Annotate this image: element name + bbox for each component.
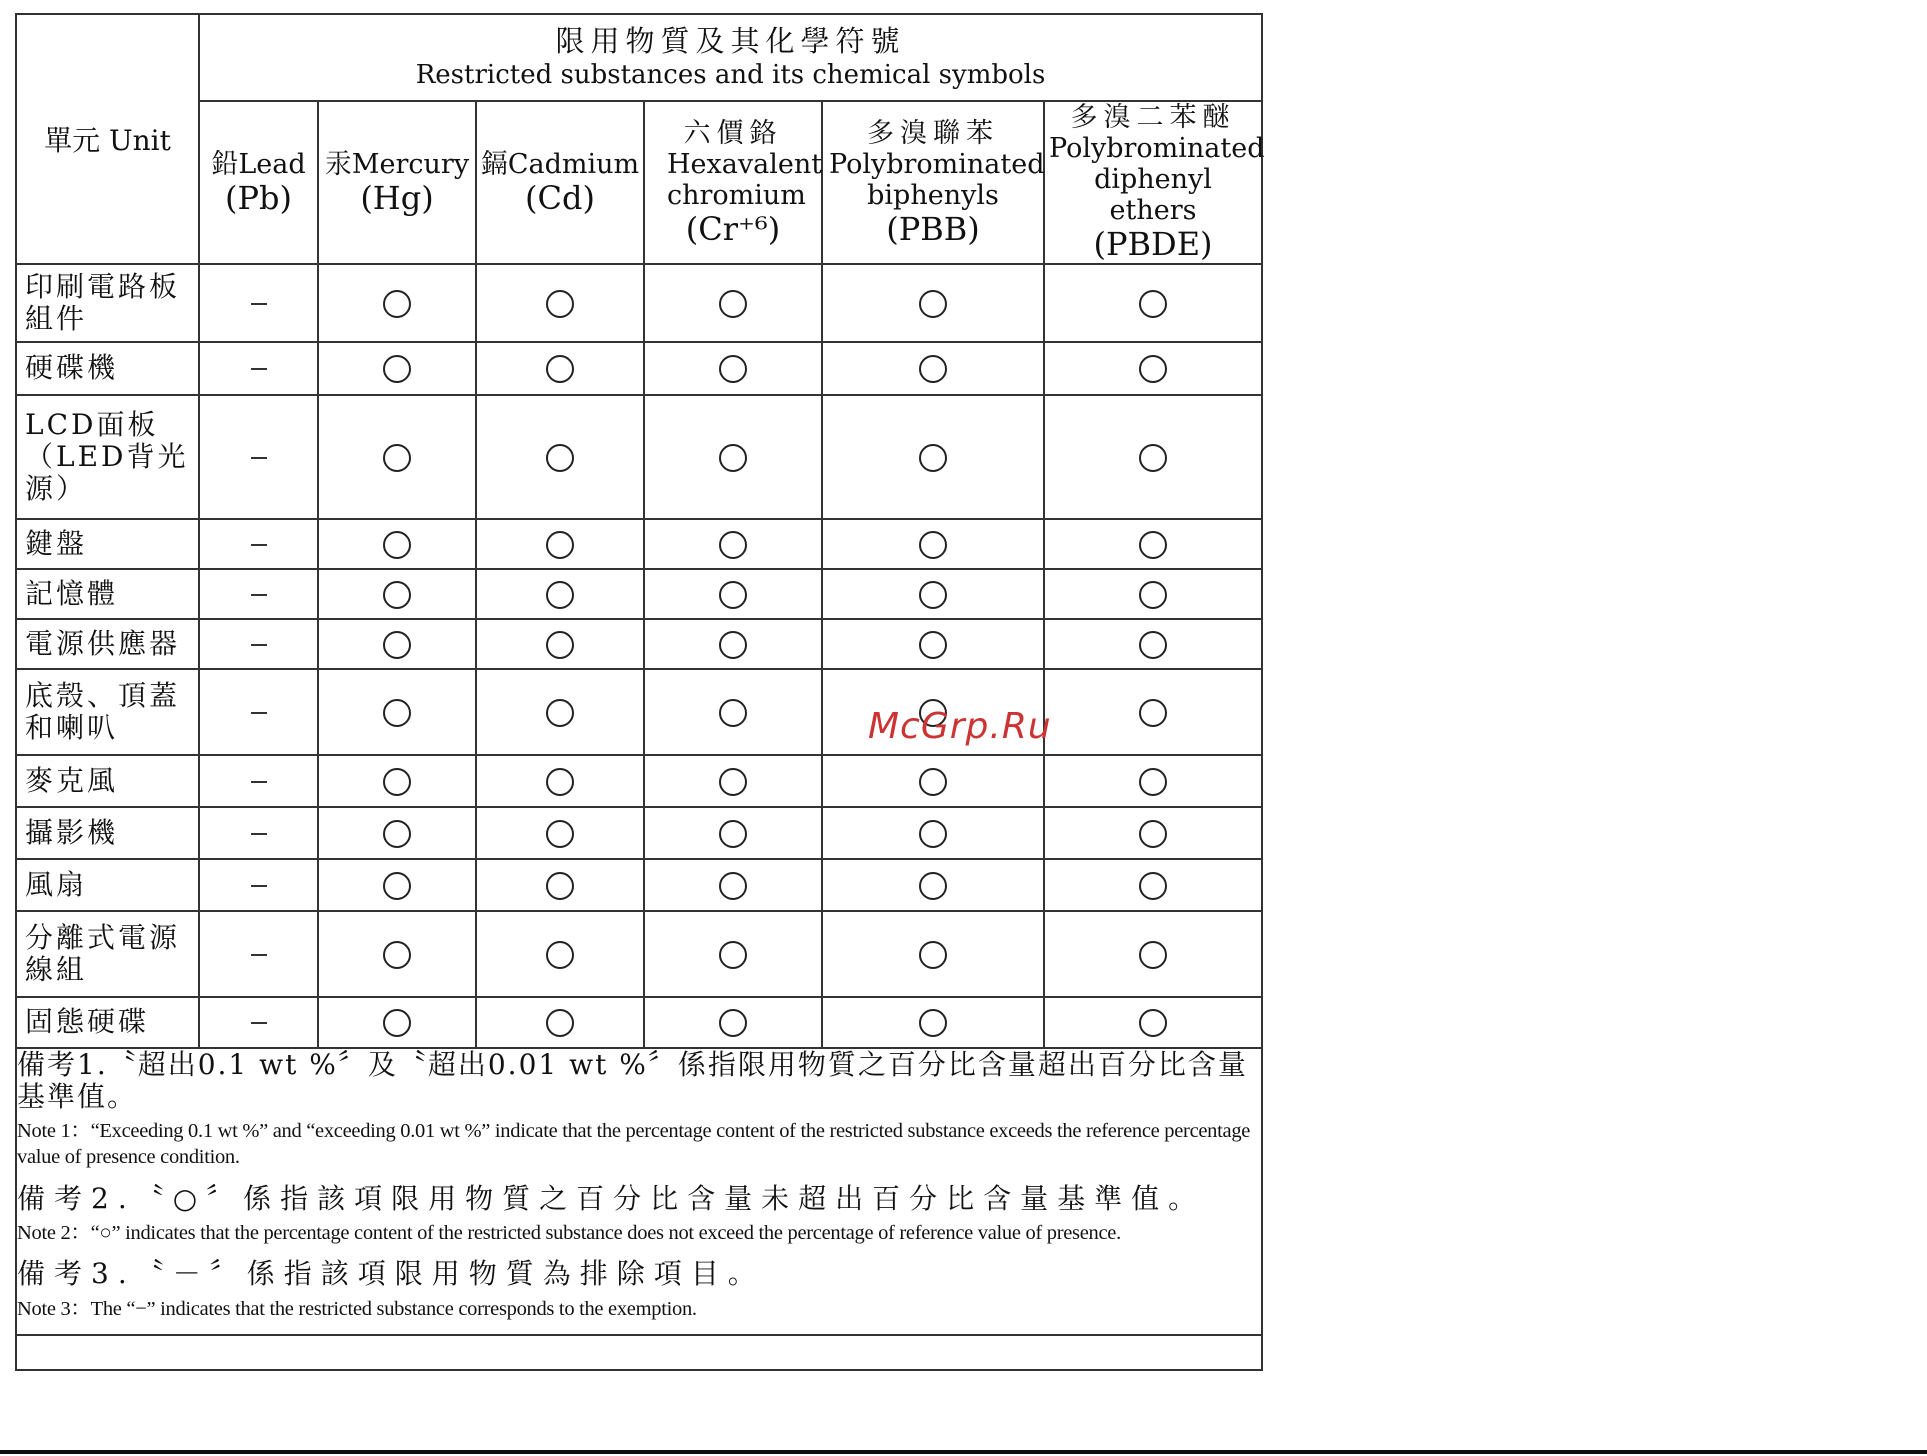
circle-mark-icon — [383, 1009, 411, 1037]
circle-mark-icon — [383, 444, 411, 472]
substance-mark-cell — [476, 669, 644, 755]
watermark: McGrp.Ru — [868, 706, 1052, 747]
circle-mark-icon — [1139, 290, 1167, 318]
substance-mark-cell — [1044, 911, 1261, 997]
circle-mark-icon — [1139, 768, 1167, 796]
substance-mark-cell — [644, 997, 822, 1048]
substance-mark-cell — [1044, 755, 1261, 807]
table-row — [17, 859, 1261, 911]
dash-mark-icon — [251, 954, 267, 956]
substance-mark-cell — [199, 342, 318, 395]
note-2-en: Note 2：“○” indicates that the percentage content of the restricted substance does not exceed the percentage of reference value of presence. — [17, 1221, 1121, 1244]
substance-mark-cell — [199, 669, 318, 755]
circle-mark-icon — [919, 768, 947, 796]
circle-mark-icon — [383, 581, 411, 609]
substance-mark-cell — [476, 911, 644, 997]
substance-mark-cell — [199, 997, 318, 1048]
circle-mark-icon — [1139, 1009, 1167, 1037]
dash-mark-icon — [251, 712, 267, 714]
substance-mark-cell — [644, 264, 822, 342]
circle-mark-icon — [919, 355, 947, 383]
circle-mark-icon — [383, 820, 411, 848]
substance-mark-cell — [644, 859, 822, 911]
table-title-zh: 限用物質及其化學符號 — [555, 24, 906, 59]
circle-mark-icon — [719, 531, 747, 559]
substance-mark-cell — [318, 395, 476, 519]
component-rows — [17, 264, 1261, 1048]
substance-mark-cell — [1044, 619, 1261, 669]
substance-mark-cell — [199, 807, 318, 859]
circle-mark-icon — [719, 631, 747, 659]
dash-mark-icon — [251, 303, 267, 305]
substance-mark-cell — [1044, 859, 1261, 911]
dash-mark-icon — [251, 833, 267, 835]
circle-mark-icon — [546, 1009, 574, 1037]
substance-mark-cell — [644, 807, 822, 859]
circle-mark-icon — [1139, 531, 1167, 559]
circle-mark-icon — [546, 290, 574, 318]
rohs-declaration — [15, 13, 1263, 1371]
circle-mark-icon — [383, 531, 411, 559]
circle-mark-icon — [546, 820, 574, 848]
table-row — [17, 264, 1261, 342]
dash-mark-icon — [251, 594, 267, 596]
circle-mark-icon — [919, 290, 947, 318]
circle-mark-icon — [1139, 820, 1167, 848]
substance-mark-cell — [1044, 342, 1261, 395]
circle-mark-icon — [383, 699, 411, 727]
substance-mark-cell — [318, 569, 476, 619]
dash-mark-icon — [251, 781, 267, 783]
component-name: 鍵盤 — [17, 519, 199, 569]
circle-mark-icon — [1139, 941, 1167, 969]
substance-mark-cell — [199, 519, 318, 569]
substance-mark-cell — [318, 264, 476, 342]
circle-mark-icon — [1139, 581, 1167, 609]
substance-mark-cell — [476, 859, 644, 911]
substance-mark-cell — [822, 807, 1044, 859]
note-1-en: Note 1：“Exceeding 0.1 wt %” and “exceeding 0.01 wt %” indicate that the percentage content of the restricted substance exceeds the reference percentage value of presence condition. — [17, 1120, 1251, 1168]
substance-mark-cell — [199, 859, 318, 911]
circle-mark-icon — [719, 941, 747, 969]
circle-mark-icon — [919, 941, 947, 969]
substance-mark-cell — [199, 911, 318, 997]
substance-header: 多溴聯苯 Polybrominated biphenyls (PBB) — [822, 101, 1044, 264]
table-row — [17, 755, 1261, 807]
dash-mark-icon — [251, 368, 267, 370]
substance-mark-cell — [822, 619, 1044, 669]
table-row — [17, 911, 1261, 997]
circle-mark-icon — [719, 820, 747, 848]
substance-mark-cell — [1044, 807, 1261, 859]
note-3-zh: 備考3.〝－〞係指該項限用物質為排除項目。 — [17, 1257, 765, 1291]
dash-mark-icon — [251, 644, 267, 646]
substance-mark-cell — [318, 859, 476, 911]
circle-mark-icon — [919, 1009, 947, 1037]
circle-mark-icon — [919, 872, 947, 900]
circle-mark-icon — [546, 699, 574, 727]
substance-mark-cell — [199, 619, 318, 669]
table-row — [17, 395, 1261, 519]
substance-mark-cell — [318, 755, 476, 807]
substance-mark-cell — [1044, 569, 1261, 619]
substance-mark-cell — [822, 911, 1044, 997]
substance-mark-cell — [476, 264, 644, 342]
component-name: 麥克風 — [17, 755, 199, 807]
substance-mark-cell — [476, 997, 644, 1048]
substance-mark-cell — [644, 342, 822, 395]
component-name: 攝影機 — [17, 807, 199, 859]
substance-mark-cell — [199, 395, 318, 519]
circle-mark-icon — [546, 581, 574, 609]
circle-mark-icon — [546, 768, 574, 796]
dash-mark-icon — [251, 544, 267, 546]
substance-mark-cell — [1044, 264, 1261, 342]
circle-mark-icon — [919, 444, 947, 472]
substance-mark-cell — [822, 342, 1044, 395]
table-row — [17, 569, 1261, 619]
component-name: 底殼、頂蓋和喇叭 — [17, 669, 199, 755]
note-2-zh: 備考2.〝○〞係指該項限用物質之百分比含量未超出百分比含量基準值。 — [17, 1181, 1206, 1215]
substance-header: 汞Mercury (Hg) — [318, 101, 476, 264]
circle-mark-icon — [546, 941, 574, 969]
substance-mark-cell — [318, 911, 476, 997]
substance-mark-cell — [644, 755, 822, 807]
component-name: 風扇 — [17, 859, 199, 911]
component-name: 電源供應器 — [17, 619, 199, 669]
circle-mark-icon — [383, 941, 411, 969]
circle-mark-icon — [719, 768, 747, 796]
table-row — [17, 619, 1261, 669]
substance-mark-cell — [476, 619, 644, 669]
circle-mark-icon — [719, 290, 747, 318]
table-row — [17, 342, 1261, 395]
circle-mark-icon — [383, 631, 411, 659]
circle-mark-icon — [1139, 355, 1167, 383]
circle-mark-icon — [919, 531, 947, 559]
substance-header: 鉛Lead (Pb) — [199, 101, 318, 264]
component-name: 記憶體 — [17, 569, 199, 619]
circle-mark-icon — [919, 581, 947, 609]
circle-mark-icon — [919, 631, 947, 659]
circle-mark-icon — [1139, 444, 1167, 472]
substance-mark-cell — [822, 395, 1044, 519]
substance-mark-cell — [822, 859, 1044, 911]
circle-mark-icon — [546, 872, 574, 900]
circle-mark-icon — [546, 355, 574, 383]
dash-mark-icon — [251, 457, 267, 459]
substance-mark-cell — [644, 619, 822, 669]
substance-mark-cell — [822, 997, 1044, 1048]
substance-mark-cell — [476, 519, 644, 569]
circle-mark-icon — [546, 531, 574, 559]
circle-mark-icon — [719, 699, 747, 727]
table-row — [17, 807, 1261, 859]
unit-column-header: 單元 Unit — [17, 15, 199, 264]
component-name: 硬碟機 — [17, 342, 199, 395]
component-name: 印刷電路板組件 — [17, 264, 199, 342]
note-3-en: Note 3：The “−” indicates that the restricted substance corresponds to the exemption. — [17, 1297, 697, 1320]
substance-mark-cell — [1044, 997, 1261, 1048]
circle-mark-icon — [383, 355, 411, 383]
dash-mark-icon — [251, 885, 267, 887]
table-row — [17, 997, 1261, 1048]
notes-section — [17, 1048, 1261, 1335]
substance-mark-cell — [318, 519, 476, 569]
substance-mark-cell — [822, 264, 1044, 342]
substance-mark-cell — [1044, 395, 1261, 519]
substance-mark-cell — [644, 395, 822, 519]
circle-mark-icon — [383, 872, 411, 900]
table-row — [17, 519, 1261, 569]
substance-mark-cell — [476, 807, 644, 859]
circle-mark-icon — [546, 631, 574, 659]
circle-mark-icon — [719, 872, 747, 900]
table-row — [17, 669, 1261, 755]
substance-mark-cell — [644, 911, 822, 997]
circle-mark-icon — [383, 768, 411, 796]
table-title — [199, 15, 1261, 101]
substance-mark-cell — [822, 755, 1044, 807]
substance-mark-cell — [822, 519, 1044, 569]
substance-mark-cell — [318, 619, 476, 669]
circle-mark-icon — [719, 1009, 747, 1037]
circle-mark-icon — [1139, 631, 1167, 659]
circle-mark-icon — [1139, 699, 1167, 727]
substance-mark-cell — [1044, 519, 1261, 569]
circle-mark-icon — [919, 820, 947, 848]
substance-mark-cell — [199, 264, 318, 342]
dash-mark-icon — [251, 1022, 267, 1024]
note-1-zh: 備考1.〝超出0.1 wt %〞及〝超出0.01 wt %〞係指限用物質之百分比含量超出百分比含量基準值。 — [17, 1047, 1248, 1114]
substance-header: 鎘Cadmium (Cd) — [476, 101, 644, 264]
substance-mark-cell — [476, 755, 644, 807]
circle-mark-icon — [719, 355, 747, 383]
component-name: LCD面板（LED背光源） — [17, 395, 199, 519]
substance-mark-cell — [199, 569, 318, 619]
table-title-en: Restricted substances and its chemical symbols — [415, 60, 1046, 91]
substance-mark-cell — [318, 342, 476, 395]
substance-mark-cell — [476, 395, 644, 519]
component-name: 固態硬碟 — [17, 997, 199, 1048]
circle-mark-icon — [383, 290, 411, 318]
component-name: 分離式電源線組 — [17, 911, 199, 997]
substance-header: 六價鉻 Hexavalent chromium (Cr⁺⁶) — [644, 101, 822, 264]
circle-mark-icon — [1139, 872, 1167, 900]
substance-mark-cell — [318, 997, 476, 1048]
substance-mark-cell — [644, 669, 822, 755]
substance-mark-cell — [1044, 669, 1261, 755]
substance-mark-cell — [822, 569, 1044, 619]
circle-mark-icon — [546, 444, 574, 472]
substance-mark-cell — [318, 669, 476, 755]
substance-mark-cell — [476, 342, 644, 395]
restricted-substances-table — [17, 15, 1265, 1336]
substance-mark-cell — [199, 755, 318, 807]
substance-header: 多溴二苯醚 Polybrominated diphenyl ethers (PBDE) — [1044, 101, 1261, 264]
bottom-rule — [0, 1450, 1927, 1454]
substance-mark-cell — [644, 519, 822, 569]
circle-mark-icon — [719, 581, 747, 609]
substance-mark-cell — [644, 569, 822, 619]
substance-mark-cell — [476, 569, 644, 619]
circle-mark-icon — [719, 444, 747, 472]
substance-mark-cell — [318, 807, 476, 859]
